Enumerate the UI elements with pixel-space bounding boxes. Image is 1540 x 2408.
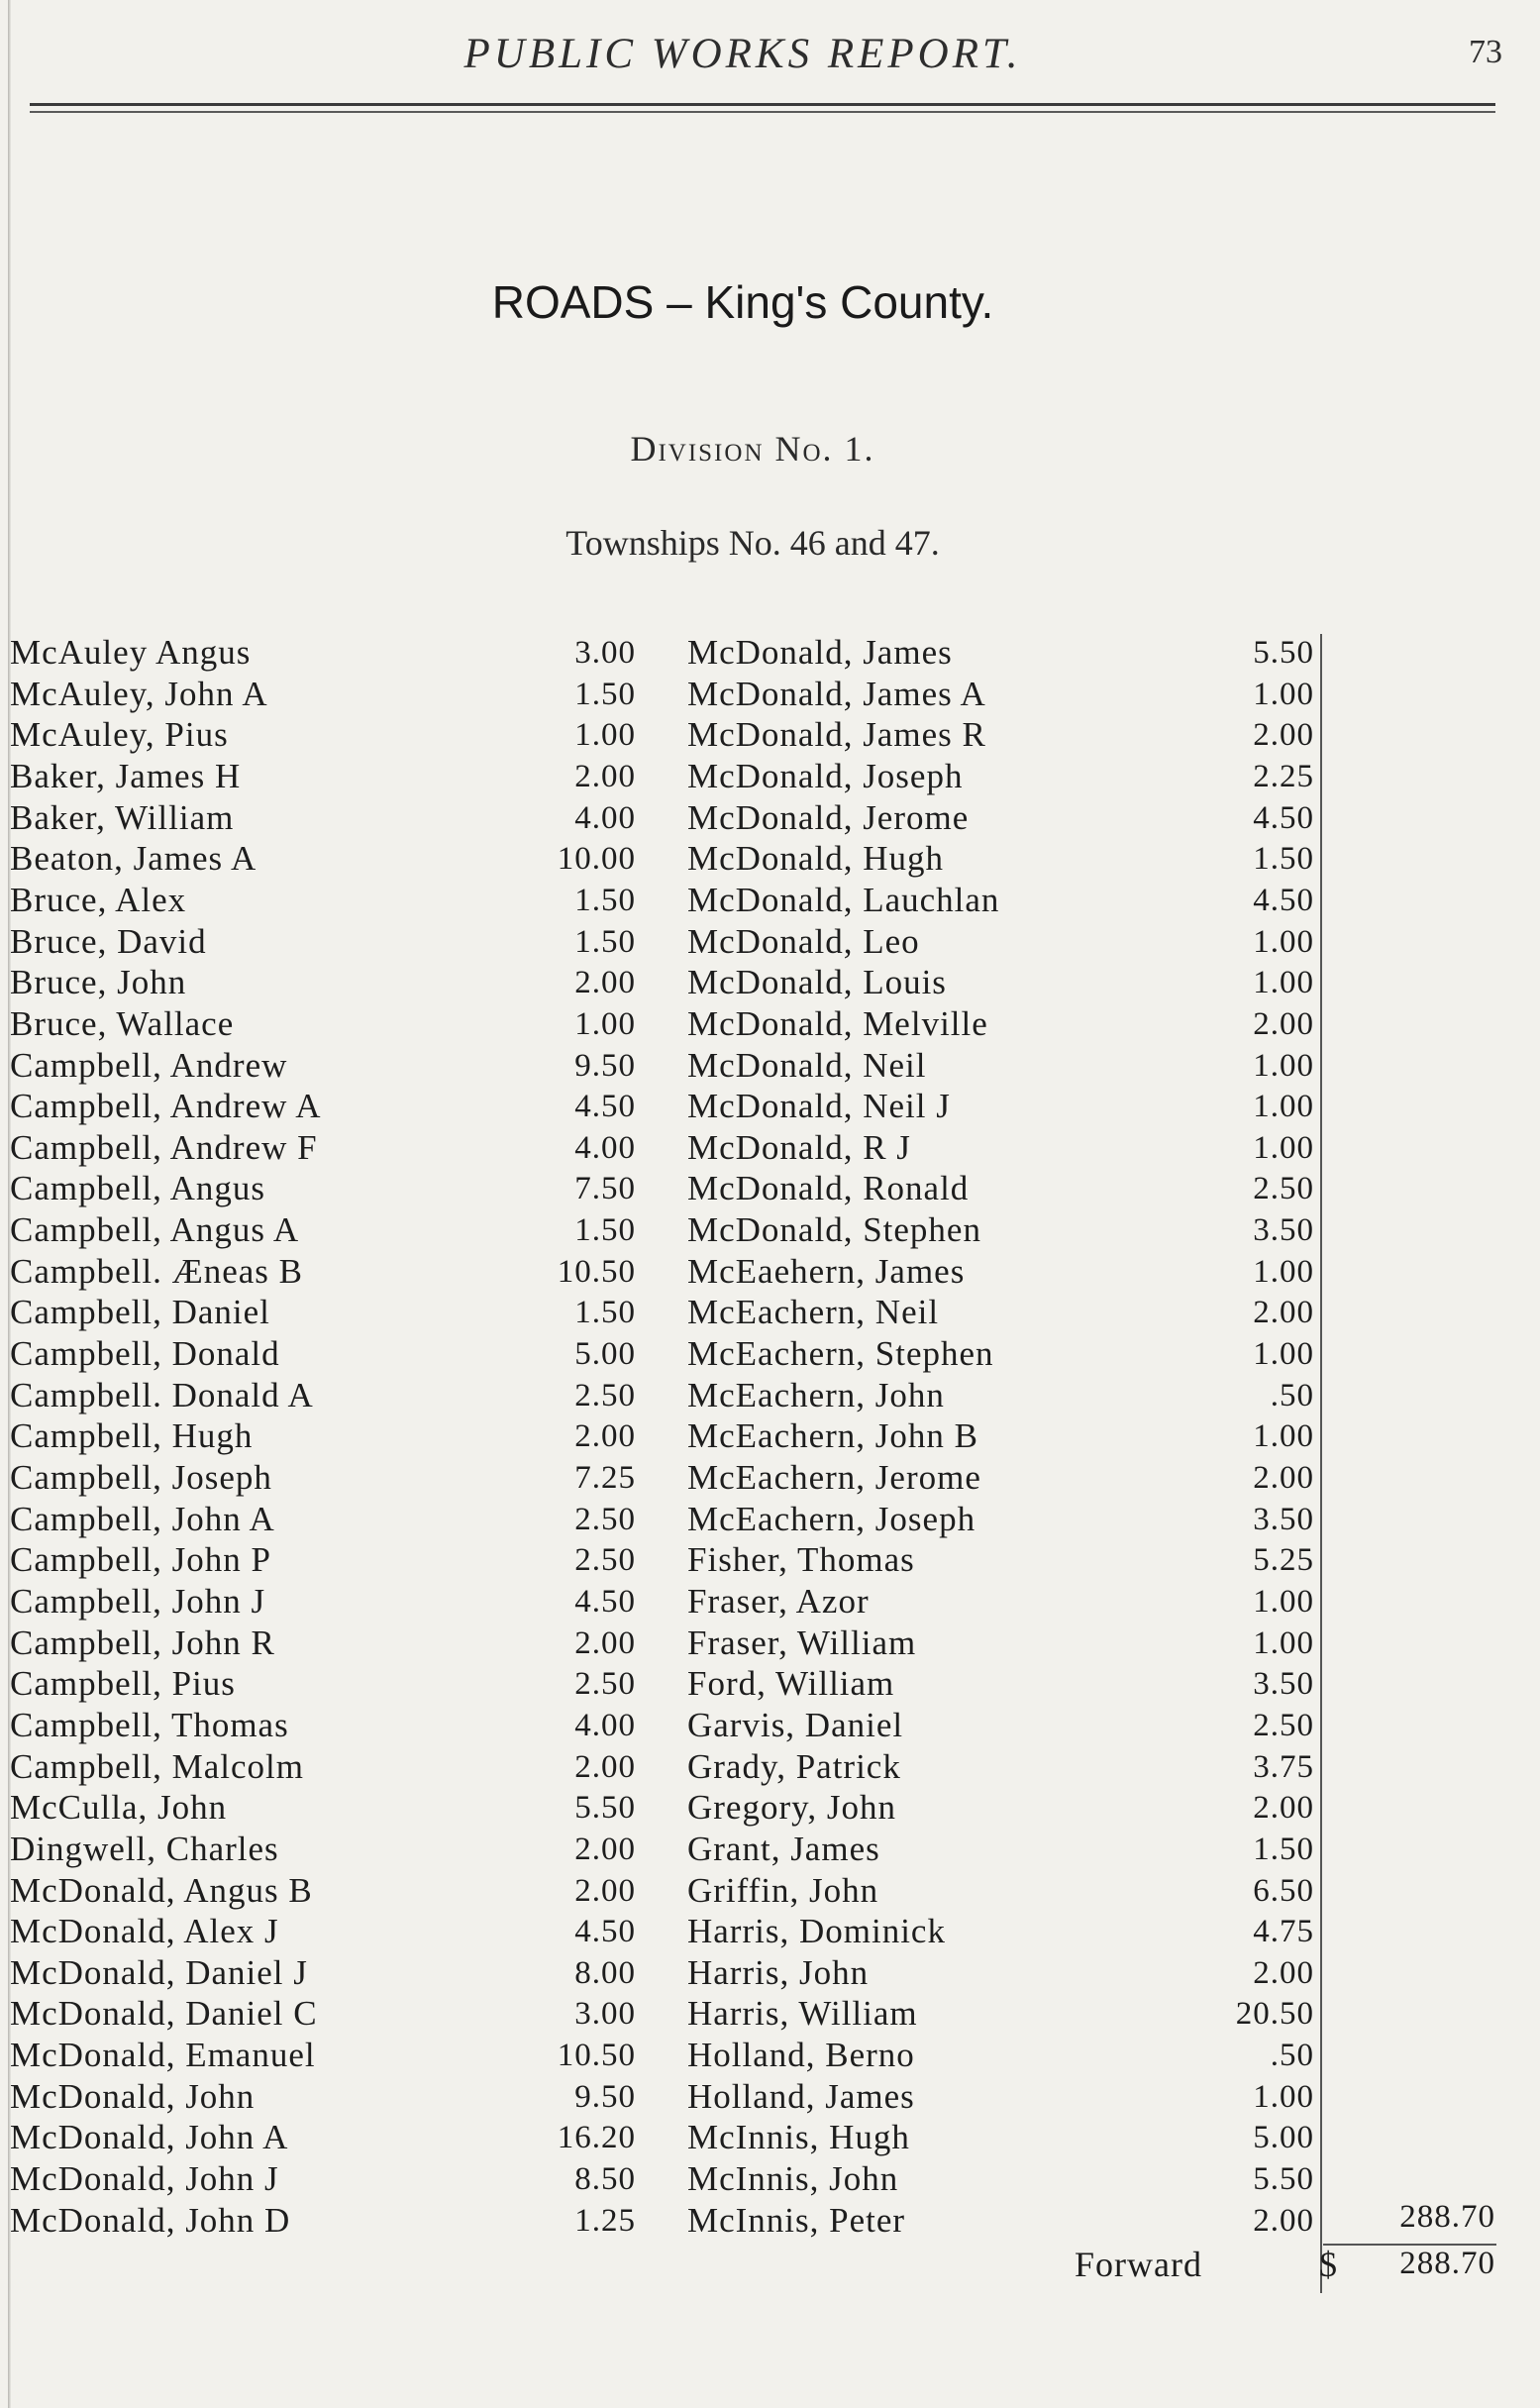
table-row: [0, 1663, 1540, 1705]
table-row: [0, 1952, 1540, 1994]
table-row: [0, 1003, 1540, 1045]
left-amount: 2.00: [574, 1418, 636, 1455]
table-row: [0, 2076, 1540, 2118]
right-name: McDonald, Hugh: [687, 839, 944, 879]
left-name: Campbell, Andrew A: [10, 1087, 322, 1126]
left-name: Baker, James H: [10, 756, 242, 795]
left-name: McDonald, John J: [10, 2159, 279, 2199]
left-name: McDonald, Angus B: [10, 1870, 313, 1910]
left-amount: 1.25: [574, 2202, 636, 2239]
right-name: Harris, Dominick: [687, 1912, 946, 1951]
left-name: McDonald, Daniel C: [10, 1994, 318, 2034]
left-name: Campbell, Hugh: [10, 1416, 254, 1456]
table-row: [0, 1539, 1540, 1581]
right-name: McEachern, John: [687, 1375, 945, 1414]
right-amount: 1.00: [1253, 1129, 1314, 1166]
right-name: McEachern, John B: [687, 1416, 979, 1456]
right-amount: 2.00: [1253, 1790, 1314, 1827]
right-name: McDonald, Louis: [687, 963, 947, 1002]
right-amount: .50: [1270, 2038, 1314, 2074]
right-amount: 1.00: [1253, 1624, 1314, 1661]
section-title: ROADS – King's County.: [491, 276, 994, 328]
left-name: Campbell, Malcolm: [10, 1746, 304, 1786]
table-row: [0, 962, 1540, 1003]
left-name: Baker, William: [10, 797, 235, 837]
table-row: [0, 1168, 1540, 1209]
table-row: [0, 880, 1540, 921]
amount-column-rule: [1320, 634, 1322, 2244]
left-name: McAuley, Pius: [10, 715, 229, 755]
left-name: McCulla, John: [10, 1788, 228, 1828]
right-name: Harris, William: [687, 1994, 918, 2034]
right-amount: 1.00: [1253, 1583, 1314, 1620]
right-amount: 2.00: [1253, 1954, 1314, 1991]
townships-heading: Townships No. 46 and 47.: [565, 523, 940, 563]
left-name: Bruce, Wallace: [10, 1003, 235, 1043]
table-row: [0, 1581, 1540, 1623]
right-amount: 3.50: [1253, 1212, 1314, 1249]
left-amount: 16.20: [557, 2120, 636, 2156]
left-amount: 8.00: [574, 1954, 636, 1991]
right-name: McDonald, Neil: [687, 1045, 927, 1085]
table-row: [0, 1705, 1540, 1746]
left-amount: 10.50: [557, 1253, 636, 1290]
right-amount: .50: [1270, 1377, 1314, 1413]
left-amount: 2.00: [574, 758, 636, 794]
left-amount: 4.50: [574, 1089, 636, 1125]
left-name: McDonald, John A: [10, 2118, 289, 2157]
left-name: Campbell, Andrew F: [10, 1127, 318, 1167]
table-row: [0, 1623, 1540, 1664]
right-amount: 5.50: [1253, 2161, 1314, 2198]
left-name: McDonald, Daniel J: [10, 1952, 308, 1992]
right-name: McEaehern, James: [687, 1251, 966, 1291]
left-name: Campbell, Andrew: [10, 1045, 288, 1085]
right-name: Griffin, John: [687, 1870, 879, 1910]
right-name: Holland, James: [687, 2076, 915, 2116]
right-name: McDonald, Ronald: [687, 1169, 970, 1208]
left-name: McDonald, Emanuel: [10, 2036, 316, 2075]
left-name: McAuley Angus: [10, 633, 252, 672]
right-amount: 3.50: [1253, 1501, 1314, 1537]
division-heading: Division No. 1.: [630, 429, 875, 469]
right-name: Gregory, John: [687, 1788, 896, 1828]
header-rule: [30, 103, 1495, 106]
left-amount: 9.50: [574, 1047, 636, 1084]
right-amount: 3.50: [1253, 1666, 1314, 1703]
table-row: [0, 1457, 1540, 1499]
right-amount: 3.75: [1253, 1748, 1314, 1785]
left-amount: 2.50: [574, 1666, 636, 1703]
left-amount: 4.50: [574, 1914, 636, 1950]
right-name: McEachern, Joseph: [687, 1499, 976, 1538]
left-amount: 4.00: [574, 1129, 636, 1166]
table-row: [0, 674, 1540, 715]
left-amount: 2.50: [574, 1377, 636, 1413]
left-amount: 4.00: [574, 799, 636, 836]
left-amount: 7.25: [574, 1460, 636, 1496]
table-row: [0, 1911, 1540, 1952]
left-amount: 2.00: [574, 1748, 636, 1785]
right-name: Grady, Patrick: [687, 1746, 901, 1786]
left-name: Campbell, Thomas: [10, 1705, 289, 1744]
left-name: Campbell. Æneas B: [10, 1251, 303, 1291]
left-amount: 4.00: [574, 1707, 636, 1743]
right-amount: 1.00: [1253, 923, 1314, 960]
left-name: Bruce, John: [10, 963, 187, 1002]
right-amount: 2.50: [1253, 1707, 1314, 1743]
table-row: [0, 1333, 1540, 1375]
right-amount: 2.50: [1253, 1171, 1314, 1207]
table-row: [0, 1292, 1540, 1333]
table-row: [0, 2117, 1540, 2158]
right-amount: 1.00: [1253, 1336, 1314, 1373]
right-name: Garvis, Daniel: [687, 1705, 904, 1744]
right-name: McDonald, James: [687, 633, 953, 672]
right-amount: 5.00: [1253, 2120, 1314, 2156]
running-title: PUBLIC WORKS REPORT.: [463, 31, 1022, 77]
right-name: McDonald, Neil J: [687, 1087, 951, 1126]
right-name: Fisher, Thomas: [687, 1540, 915, 1580]
table-row: [0, 1993, 1540, 2035]
left-name: Campbell, John A: [10, 1499, 275, 1538]
table-row: [0, 838, 1540, 880]
right-amount: 2.00: [1253, 717, 1314, 754]
table-row: [0, 921, 1540, 963]
right-name: Harris, John: [687, 1952, 870, 1992]
right-name: Ford, William: [687, 1664, 895, 1704]
table-row: [0, 714, 1540, 756]
left-amount: 3.00: [574, 1996, 636, 2033]
left-name: McAuley, John A: [10, 674, 268, 713]
right-amount: 1.00: [1253, 676, 1314, 712]
right-amount: 2.00: [1253, 1295, 1314, 1331]
left-amount: 4.50: [574, 1583, 636, 1620]
left-amount: 2.00: [574, 1624, 636, 1661]
left-amount: 1.50: [574, 882, 636, 918]
right-amount: 2.00: [1253, 1460, 1314, 1496]
left-name: Campbell, Joseph: [10, 1458, 272, 1497]
left-name: Campbell, Pius: [10, 1664, 236, 1704]
table-row: [0, 1375, 1540, 1416]
forward-amount: 288.70: [1399, 2246, 1495, 2281]
left-amount: 5.00: [574, 1336, 636, 1373]
right-amount: 5.50: [1253, 635, 1314, 671]
left-name: Campbell, John P: [10, 1540, 271, 1580]
table-row: [0, 1829, 1540, 1870]
right-name: McInnis, John: [687, 2159, 899, 2199]
left-amount: 1.50: [574, 923, 636, 960]
left-amount: 5.50: [574, 1790, 636, 1827]
table-row: [0, 632, 1540, 674]
right-name: McDonald, James R: [687, 715, 986, 755]
left-name: McDonald, John D: [10, 2200, 291, 2240]
right-name: Grant, James: [687, 1829, 880, 1868]
right-name: McInnis, Hugh: [687, 2118, 910, 2157]
right-amount: 1.50: [1253, 841, 1314, 878]
left-name: Beaton, James A: [10, 839, 257, 879]
left-name: Campbell. Donald A: [10, 1375, 314, 1414]
left-amount: 1.50: [574, 1212, 636, 1249]
left-name: Dingwell, Charles: [10, 1829, 279, 1868]
left-name: Campbell, John J: [10, 1581, 266, 1621]
left-name: McDonald, Alex J: [10, 1912, 279, 1951]
left-name: Campbell, Angus: [10, 1169, 266, 1208]
right-name: McDonald, R J: [687, 1127, 911, 1167]
left-amount: 7.50: [574, 1171, 636, 1207]
left-amount: 9.50: [574, 2078, 636, 2115]
left-amount: 1.00: [574, 1005, 636, 1042]
left-amount: 2.00: [574, 965, 636, 1001]
table-row: [0, 2158, 1540, 2200]
right-amount: 4.50: [1253, 882, 1314, 918]
left-name: Bruce, Alex: [10, 880, 187, 919]
left-amount: 10.00: [557, 841, 636, 878]
right-amount: 2.25: [1253, 758, 1314, 794]
right-name: McEachern, Stephen: [687, 1334, 994, 1374]
left-name: McDonald, John: [10, 2076, 256, 2116]
right-amount: 1.50: [1253, 1831, 1314, 1867]
left-amount: 2.00: [574, 1872, 636, 1909]
left-amount: 8.50: [574, 2161, 636, 2198]
right-name: McDonald, Melville: [687, 1003, 988, 1043]
left-amount: 2.50: [574, 1501, 636, 1537]
right-amount: 1.00: [1253, 1089, 1314, 1125]
table-row: [0, 1870, 1540, 1912]
right-name: Holland, Berno: [687, 2036, 915, 2075]
right-name: McDonald, Stephen: [687, 1210, 981, 1250]
forward-label: Forward: [1075, 2245, 1202, 2284]
left-amount: 2.50: [574, 1542, 636, 1579]
right-amount: 1.00: [1253, 1418, 1314, 1455]
right-name: McEachern, Jerome: [687, 1458, 981, 1497]
right-name: Fraser, Azor: [687, 1581, 870, 1621]
right-amount: 1.00: [1253, 965, 1314, 1001]
right-name: McDonald, James A: [687, 674, 986, 713]
left-name: Bruce, David: [10, 921, 207, 961]
table-row: [0, 756, 1540, 797]
right-amount: 1.00: [1253, 1047, 1314, 1084]
right-amount: 1.00: [1253, 2078, 1314, 2115]
header-rule-thin: [30, 111, 1495, 113]
left-amount: 3.00: [574, 635, 636, 671]
right-name: McDonald, Joseph: [687, 756, 964, 795]
right-amount: 1.00: [1253, 1253, 1314, 1290]
table-row: [0, 2035, 1540, 2076]
column-subtotal: 288.70: [1399, 2199, 1495, 2235]
right-amount: 4.75: [1253, 1914, 1314, 1950]
right-amount: 5.25: [1253, 1542, 1314, 1579]
table-row: [0, 1045, 1540, 1087]
left-name: Campbell, Donald: [10, 1334, 280, 1374]
table-row: [0, 1787, 1540, 1829]
left-name: Campbell, Angus A: [10, 1210, 300, 1250]
left-name: Campbell, John R: [10, 1623, 275, 1662]
left-amount: 10.50: [557, 2038, 636, 2074]
table-row: [0, 1251, 1540, 1293]
left-amount: 1.50: [574, 676, 636, 712]
table-row: [0, 2200, 1540, 2242]
right-amount: 20.50: [1235, 1996, 1314, 2033]
right-name: McDonald, Leo: [687, 921, 920, 961]
right-amount: 4.50: [1253, 799, 1314, 836]
table-row: [0, 1415, 1540, 1457]
right-name: McEachern, Neil: [687, 1293, 940, 1332]
currency-symbol: $: [1319, 2245, 1337, 2284]
left-amount: 2.00: [574, 1831, 636, 1867]
right-name: McDonald, Jerome: [687, 797, 970, 837]
right-name: McInnis, Peter: [687, 2200, 906, 2240]
table-row: [0, 1499, 1540, 1540]
right-amount: 2.00: [1253, 2202, 1314, 2239]
table-row: [0, 797, 1540, 839]
table-row: [0, 1086, 1540, 1127]
left-amount: 1.50: [574, 1295, 636, 1331]
right-name: Fraser, William: [687, 1623, 917, 1662]
right-name: McDonald, Lauchlan: [687, 880, 1000, 919]
table-row: [0, 1746, 1540, 1788]
right-amount: 6.50: [1253, 1872, 1314, 1909]
left-name: Campbell, Daniel: [10, 1293, 270, 1332]
page-number: 73: [1469, 34, 1502, 70]
right-amount: 2.00: [1253, 1005, 1314, 1042]
left-amount: 1.00: [574, 717, 636, 754]
table-row: [0, 1209, 1540, 1251]
table-row: [0, 1127, 1540, 1169]
